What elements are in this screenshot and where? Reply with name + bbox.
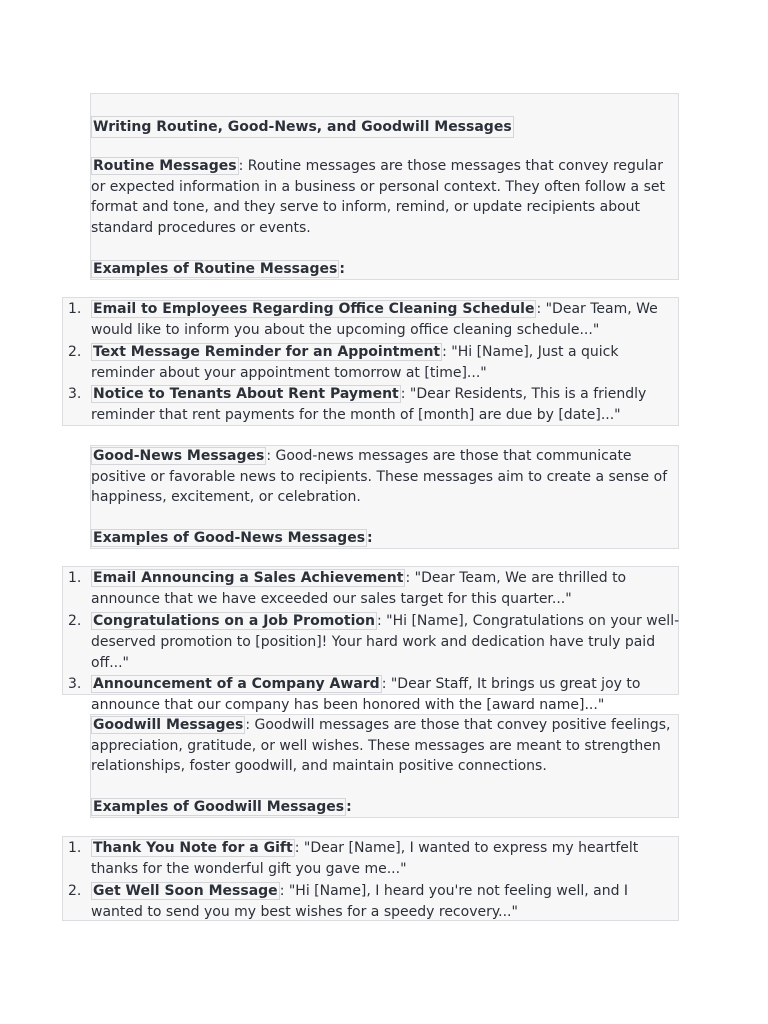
good-news-examples-list [62,568,680,717]
list-item-label: Notice to Tenants About Rent Payment [93,386,399,402]
goodwill-definition-text: : Goodwill messages are those that convey positive feelings, appreciation, gratitude, or well wishes. These messages are meant to strengthen relationships, foster goodwill, and maintain positive connections. [91,717,671,774]
good-news-term: Good-News Messages [93,448,265,464]
list-item-text: : "Dear Team, We would like to inform you about the upcoming office cleaning schedule..." [91,301,658,338]
list-item-text: : "Dear Staff, It brings us great joy to announce that our company has been honored with the [award name]..." [91,676,641,713]
list-item-label: Thank You Note for a Gift [93,840,293,856]
list-number: 1. [68,570,82,586]
list-item [62,384,680,426]
list-item-label: Get Well Soon Message [93,882,278,899]
routine-examples-heading [91,259,345,279]
list-number: 3. [68,676,82,692]
list-item-label: Text Message Reminder for an Appointment [93,343,441,360]
routine-examples-label: Examples of Routine Messages [93,261,338,277]
list-item [62,881,680,923]
good-news-definition [91,446,681,508]
list-number: 1. [68,301,82,317]
list-number: 1. [68,840,82,856]
good-news-examples-heading [91,528,373,548]
list-number: 2. [68,343,82,360]
list-item [62,568,680,610]
routine-definition-text: : Routine messages are those messages that convey regular or expected information in a business or personal context. They often follow a set format and tone, and they serve to inform, remind, or update recipients about standard procedures or events. [91,158,665,236]
list-number: 3. [68,386,82,402]
goodwill-examples-colon: : [346,799,352,815]
list-number: 2. [68,612,82,629]
list-item-text: : "Dear Residents, This is a friendly reminder that rent payments for the month of [month] are due by [date]..." [91,386,647,423]
list-item-label: Email Announcing a Sales Achievement [93,570,404,586]
list-item [62,674,680,716]
list-item-label: Announcement of a Company Award [93,676,380,692]
list-item-label: Email to Employees Regarding Office Cleaning Schedule [93,301,535,317]
routine-examples-list [62,299,680,427]
list-item-text: : "Dear [Name], I wanted to express my heartfelt thanks for the wonderful gift you gave me..." [91,840,639,877]
goodwill-examples-list [62,838,680,923]
list-item-text: : "Hi [Name], Congratulations on your well-deserved promotion to [position]! Your hard work and dedication have truly paid off..." [91,612,680,671]
list-item-text: : "Dear Team, We are thrilled to announce that we have exceeded our sales target for this quarter..." [91,570,627,607]
goodwill-examples-heading [91,797,352,817]
goodwill-definition [91,715,681,777]
goodwill-term: Goodwill Messages [93,717,244,733]
page-title: Writing Routine, Good-News, and Goodwill Messages [91,116,514,138]
list-item [62,299,680,341]
list-item [62,342,680,384]
routine-examples-colon: : [339,261,345,277]
good-news-definition-text: : Good-news messages are those that communicate positive or favorable news to recipients. These messages aim to create a sense of happiness, excitement, or celebration. [91,448,668,505]
list-item-label: Congratulations on a Job Promotion [93,612,375,629]
list-item-text: : "Hi [Name], Just a quick reminder about your appointment tomorrow at [time]..." [91,343,619,381]
list-item [62,838,680,880]
routine-definition [91,156,681,238]
good-news-examples-colon: : [367,530,373,546]
list-item [62,611,680,674]
list-number: 2. [68,882,82,899]
list-item-text: : "Hi [Name], I heard you're not feeling well, and I wanted to send you my best wishes for a speedy recovery..." [91,882,629,920]
routine-term: Routine Messages [93,158,237,174]
goodwill-examples-label: Examples of Goodwill Messages [93,799,345,815]
good-news-examples-label: Examples of Good-News Messages [93,530,366,546]
